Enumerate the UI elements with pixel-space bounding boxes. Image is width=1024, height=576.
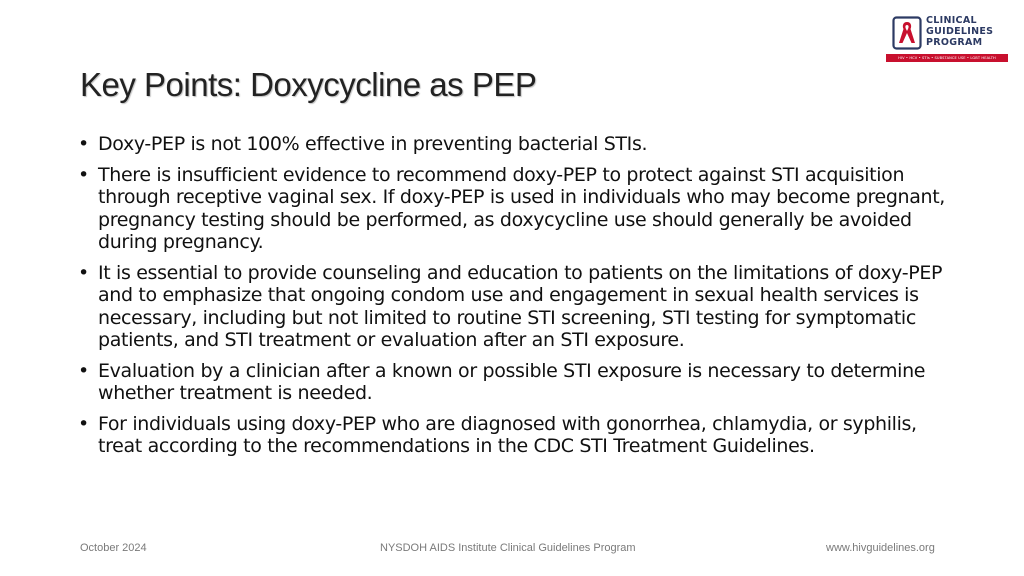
key-points-list xyxy=(78,133,958,466)
footer-date: October 2024 xyxy=(80,542,147,554)
footer-organization: NYSDOH AIDS Institute Clinical Guidelines Program xyxy=(380,542,636,554)
bullet-icon: • xyxy=(78,261,89,284)
bullet-icon: • xyxy=(78,133,89,155)
list-item xyxy=(78,360,958,405)
list-item-text: It is essential to provide counseling and education to patients on the limitations of doxy-PEP and to emphasize that ongoing condom use and engagement in sexual health services is necessary, including but not limited to routine STI screening, STI testing for symptomatic patients, and STI treatment or evaluation after an STI exposure. xyxy=(98,261,943,351)
bullet-icon: • xyxy=(78,412,89,435)
list-item-text: Evaluation by a clinician after a known or possible STI exposure is necessary to determine whether treatment is needed. xyxy=(98,359,926,404)
list-item-text: Doxy-PEP is not 100% effective in preventing bacterial STIs. xyxy=(98,133,648,155)
list-item xyxy=(78,164,958,254)
bullet-icon: • xyxy=(78,163,89,186)
logo-wordmark xyxy=(926,15,993,48)
logo-line-2: GUIDELINES xyxy=(926,26,994,37)
list-item xyxy=(78,262,958,352)
list-item xyxy=(78,413,958,458)
logo-line-3: PROGRAM xyxy=(926,37,983,48)
list-item xyxy=(78,133,958,156)
ribbon-icon xyxy=(892,16,922,50)
logo-line-1: CLINICAL xyxy=(926,15,977,26)
footer-website[interactable]: www.hivguidelines.org xyxy=(826,542,935,554)
clinical-guidelines-logo xyxy=(886,14,1010,64)
list-item-text: For individuals using doxy-PEP who are diagnosed with gonorrhea, chlamydia, or syphilis, treat according to the recommendations in the CDC STI Treatment Guidelines. xyxy=(98,412,917,457)
bullet-icon: • xyxy=(78,359,89,382)
list-item-text: There is insufficient evidence to recommend doxy-PEP to protect against STI acquisition through receptive vaginal sex. If doxy-PEP is used in individuals who may become pregnant, pregnancy testing should be performed, as doxycycline use should generally be avoided during pregnancy. xyxy=(98,163,946,253)
logo-tagline: HIV • HCV • STIs • SUBSTANCE USE • LGBT HEALTH xyxy=(886,54,1008,62)
slide-title: Key Points: Doxycycline as PEP xyxy=(80,66,537,103)
